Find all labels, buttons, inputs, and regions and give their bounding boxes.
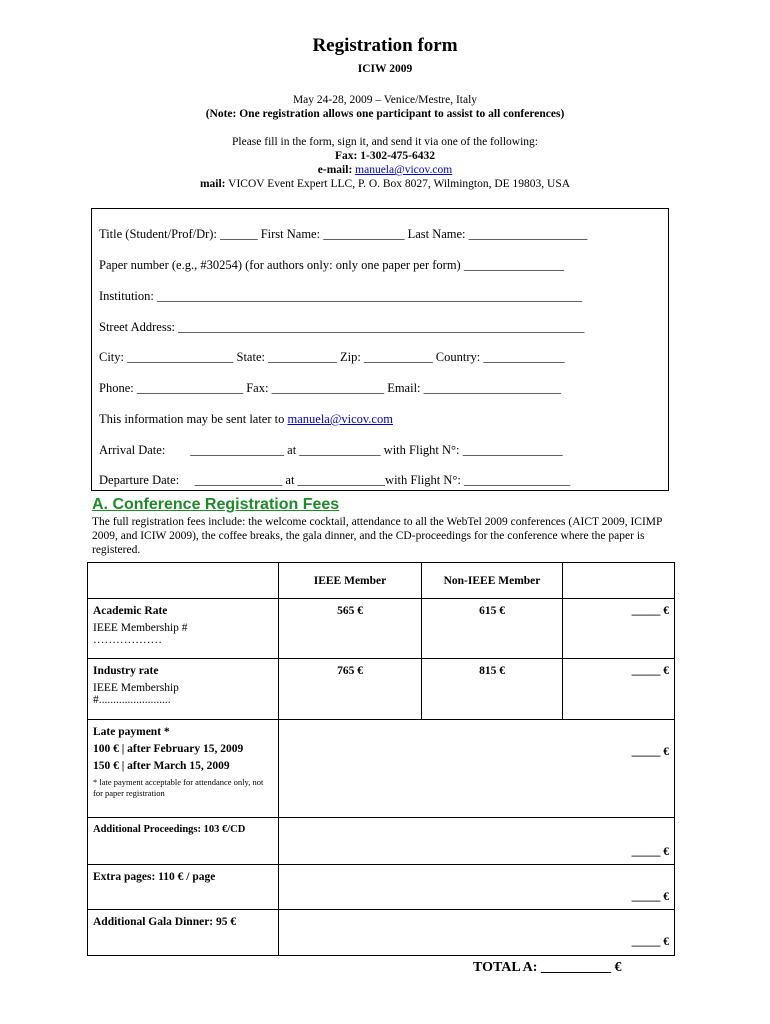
fees-table: [87, 562, 675, 956]
extra-pages-amount-cell[interactable]: [279, 865, 675, 910]
proceedings-amount-cell[interactable]: [279, 818, 675, 865]
late-amount[interactable]: _____ €: [631, 746, 669, 758]
industry-non-ieee-price: 815 €: [422, 659, 563, 720]
event-name: ICIW 2009: [357, 63, 413, 75]
page-title: Registration form: [312, 35, 458, 56]
academic-label-cell: [88, 599, 279, 659]
paper-number-field[interactable]: Paper number (e.g., #30254) (for authors only: only one paper per form) ________________: [99, 258, 564, 272]
send-later-line: [99, 412, 393, 427]
late-fee-feb: 100 € | after February 15, 2009: [93, 743, 244, 755]
extra-pages-amount[interactable]: _____ €: [631, 891, 669, 903]
academic-amount-cell[interactable]: [563, 599, 675, 659]
table-header-amount: [563, 563, 675, 599]
gala-label: Additional Gala Dinner: 95 €: [88, 910, 279, 956]
academic-membership: IEEE Membership #: [93, 622, 188, 634]
section-a-heading: A. Conference Registration Fees: [92, 496, 340, 513]
departure-fields[interactable]: Departure Date: ______________ at ______________with Flight N°: _________________: [99, 473, 571, 487]
academic-row: [88, 599, 675, 659]
arrival-fields[interactable]: Arrival Date: _______________ at _____________ with Flight N°: ________________: [99, 443, 563, 457]
academic-ieee-price: 565 €: [279, 599, 422, 659]
col-ieee-member: IEEE Member: [279, 563, 422, 599]
late-payment-row: [88, 720, 675, 818]
street-address-field[interactable]: Street Address: _________________________________________________________________: [99, 320, 585, 334]
industry-amount-cell[interactable]: [563, 659, 675, 720]
academic-amount[interactable]: _____ €: [631, 605, 669, 617]
extra-pages-label: Extra pages: 110 € / page: [88, 865, 279, 910]
participant-info-box: [91, 208, 669, 491]
institution-field[interactable]: Institution: ____________________________________________________________________: [99, 289, 582, 303]
section-a-intro: The full registration fees include: the welcome cocktail, attendance to all the WebTel 2009 conferences (AICT 2009, ICIMP 2009, and ICIW 2009), the coffee breaks, the gala dinner, and the CD-proceedings for the conference where the paper is registered.: [92, 516, 662, 556]
late-fee-mar: 150 € | after March 15, 2009: [93, 760, 230, 772]
name-fields[interactable]: Title (Student/Prof/Dr): ______ First Name: _____________ Last Name: ___________________: [99, 227, 588, 241]
event-dates: May 24-28, 2009 – Venice/Mestre, Italy: [292, 94, 478, 106]
gala-amount[interactable]: _____ €: [631, 936, 669, 948]
proceedings-row: [88, 818, 675, 865]
send-later-text: This information may be sent later to: [99, 412, 288, 426]
gala-amount-cell[interactable]: [279, 910, 675, 956]
industry-membership-dots[interactable]: #.........................: [93, 694, 171, 706]
industry-label-cell: [88, 659, 279, 720]
proceedings-amount[interactable]: _____ €: [631, 846, 669, 858]
mail-line: [0, 178, 770, 190]
academic-membership-dots[interactable]: ………………: [93, 634, 162, 646]
email-line: [0, 164, 770, 176]
phone-fax-email-fields[interactable]: Phone: _________________ Fax: __________________ Email: ______________________: [99, 381, 562, 395]
proceedings-label: Additional Proceedings: 103 €/CD: [88, 818, 279, 865]
total-a[interactable]: TOTAL A: __________ €: [473, 960, 622, 975]
registration-note: (Note: One registration allows one participant to assist to all conferences): [205, 108, 565, 120]
contact-email-link[interactable]: manuela@vicov.com: [355, 164, 453, 176]
industry-label: Industry rate: [93, 665, 159, 677]
academic-label: Academic Rate: [93, 605, 168, 617]
industry-row: [88, 659, 675, 720]
gala-row: [88, 910, 675, 956]
academic-non-ieee-price: 615 €: [422, 599, 563, 659]
col-non-ieee-member: Non-IEEE Member: [422, 563, 563, 599]
late-payment-label: Late payment *: [93, 726, 170, 738]
industry-amount[interactable]: _____ €: [631, 665, 669, 677]
instructions: Please fill in the form, sign it, and send it via one of the following:: [232, 136, 538, 148]
late-payment-cell: [88, 720, 279, 818]
industry-ieee-price: 765 €: [279, 659, 422, 720]
send-later-email-link[interactable]: manuela@vicov.com: [287, 412, 393, 426]
mail-label: mail:: [199, 178, 226, 190]
extra-pages-row: [88, 865, 675, 910]
city-state-zip-fields[interactable]: City: _________________ State: ___________ Zip: ___________ Country: _____________: [99, 350, 565, 364]
email-label: e-mail:: [317, 164, 353, 176]
fax-line: Fax: 1-302-475-6432: [335, 150, 435, 162]
late-payment-note: * late payment acceptable for attendance only, not for paper registration: [93, 777, 264, 798]
industry-membership: IEEE Membership: [93, 682, 179, 694]
table-header-row: [88, 563, 675, 599]
late-amount-cell[interactable]: [279, 720, 675, 818]
mail-address: VICOV Event Expert LLC, P. O. Box 8027, Wilmington, DE 19803, USA: [228, 178, 571, 190]
table-header-empty: [88, 563, 279, 599]
